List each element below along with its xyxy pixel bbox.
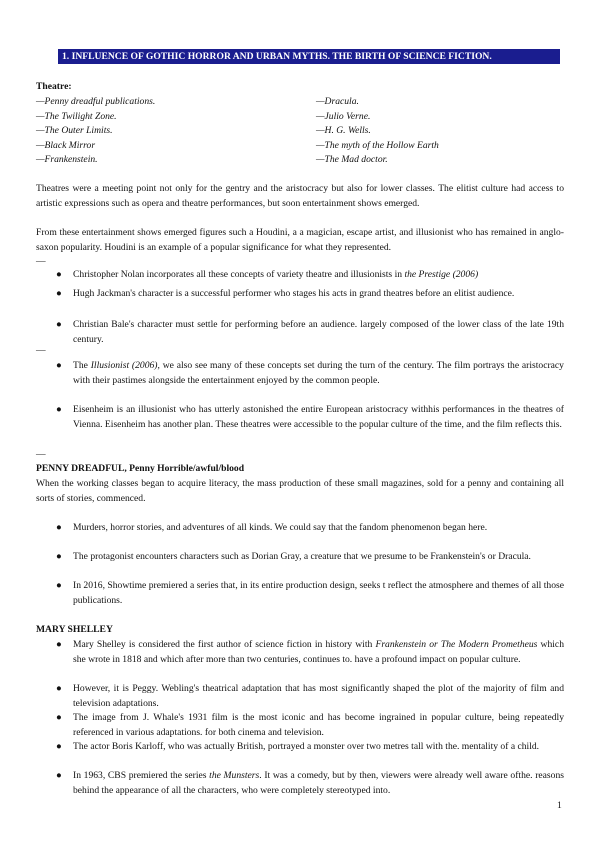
bullet-icon: ●: [56, 551, 62, 562]
list-item: ● Eisenheim is an illusionist who has utterly astonished the entire European aristocracy withhis performances in the theatres of Vienna. Eisenheim has another plan. These theatres were accessible to the popular culture of the time, and the film reflects this.: [56, 404, 564, 430]
list-item: ● The Illusionist (2006), we also see many of these concepts set during the turn of the century. The film portrays the aristocracy with their pastimes alongside the entertainment enjoyed by the common people.: [56, 360, 564, 386]
bullet-icon: ●: [56, 712, 62, 723]
theatre-list-item: —Frankenstein.: [36, 154, 98, 165]
theatre-list-item: —Penny dreadful publications.: [36, 96, 156, 107]
theatre-list-item: —The Twilight Zone.: [36, 111, 117, 122]
bullet-icon: ●: [56, 404, 62, 415]
page-number: 1: [557, 800, 562, 811]
list-item: ● In 1963, CBS premiered the series the Munsters. It was a comedy, but by then, viewers were already well aware ofthe. reasons behind the appearance of all the characters, who were completely stereotyped into.: [56, 770, 564, 796]
list-item: ● In 2016, Showtime premiered a series that, in its entire production design, seeks t reflect the atmosphere and themes of all those publications.: [56, 580, 564, 606]
section-heading: 1. INFLUENCE OF GOTHIC HORROR AND URBAN MYTHS. THE BIRTH OF SCIENCE FICTION.: [58, 49, 560, 64]
bullet-icon: ●: [56, 580, 62, 591]
list-item: ● The protagonist encounters characters such as Dorian Gray, a creature that we presume to be Frankenstein's or Dracula.: [36, 550, 564, 565]
theatre-title: Theatre:: [36, 81, 72, 92]
paragraph: When the working classes began to acquire literacy, the mass production of these small magazines, sold for a penny and containing all sorts of stories, commenced.: [36, 478, 564, 504]
bullet-icon: ●: [56, 288, 62, 299]
list-item: ● Hugh Jackman's character is a successful performer who stages his acts in grand theatres before an elitist audience.: [36, 287, 564, 302]
theatre-list-item: —Dracula.: [316, 96, 359, 107]
theatre-list-item: —The Outer Limits.: [36, 125, 113, 136]
paragraph: From these entertainment shows emerged figures such a Houdini, a a magician, escape artist, and illusionist who has remained in anglo-saxon popularity. Houdini is an example of a popular significance for what they represented.: [36, 227, 564, 253]
dash-separator: —: [36, 345, 46, 356]
list-item: ● However, it is Peggy. Webling's theatrical adaptation that has most significantly shaped the plot of the majority of film and television adaptations.: [56, 683, 564, 709]
list-item: ● The actor Boris Karloff, who was actually British, portrayed a monster over two metres tall with the. mentality of a child.: [36, 740, 564, 755]
section-title: MARY SHELLEY: [36, 624, 113, 635]
bullet-icon: ●: [56, 319, 62, 330]
list-item: ● Mary Shelley is considered the first author of science fiction in history with Frankenstein or The Modern Prometheus which she wrote in 1818 and which after more than two centuries, continues to. have a profound impact on popular culture.: [56, 639, 564, 665]
bullet-icon: ●: [56, 360, 62, 371]
paragraph: Theatres were a meeting point not only for the gentry and the aristocracy but also for lower classes. The elitist culture had access to artistic expressions such as opera and theatre performances, but soon entertainment shows emerged.: [36, 183, 564, 209]
list-item: ● Christopher Nolan incorporates all these concepts of variety theatre and illusionists in the Prestige (2006): [36, 268, 564, 283]
list-item: ● The image from J. Whale's 1931 film is the most iconic and has become ingrained in popular culture, being repeatedly referenced in various adaptations. for both cinema and television.: [56, 712, 564, 738]
dash-separator: —: [36, 449, 46, 460]
bullet-icon: ●: [56, 639, 62, 650]
list-item: ● Murders, horror stories, and adventures of all kinds. We could say that the fandom phenomenon began here.: [36, 521, 564, 536]
theatre-list-item: —H. G. Wells.: [316, 125, 371, 136]
theatre-list-item: —Black Mirror: [36, 140, 96, 151]
bullet-icon: ●: [56, 522, 62, 533]
bullet-icon: ●: [56, 770, 62, 781]
list-item: ● Christian Bale's character must settle for performing before an audience. largely composed of the lower class of the late 19th century.: [56, 319, 564, 345]
theatre-list-item: —Julio Verne.: [316, 111, 371, 122]
bullet-icon: ●: [56, 269, 62, 280]
bullet-icon: ●: [56, 683, 62, 694]
bullet-icon: ●: [56, 741, 62, 752]
section-title: PENNY DREADFUL, Penny Horrible/awful/blood: [36, 463, 245, 474]
theatre-list-item: —The myth of the Hollow Earth: [316, 140, 439, 151]
theatre-list-item: —The Mad doctor.: [316, 154, 388, 165]
dash-separator: —: [36, 256, 46, 267]
